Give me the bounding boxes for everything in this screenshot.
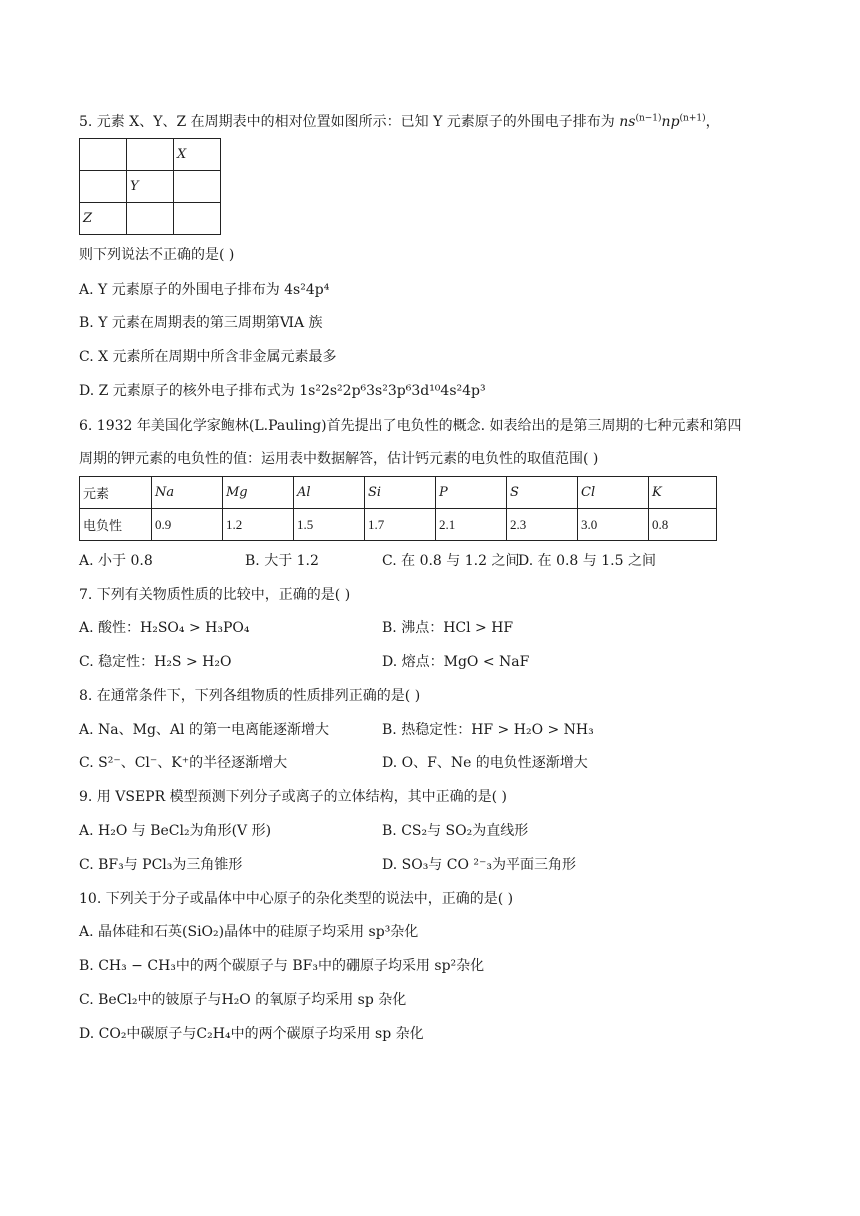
q8-option-d: D. O、F、Ne 的电负性逐渐增大 — [382, 755, 588, 771]
q7-stem: 7. 下列有关物质性质的比较中，正确的是( ) — [79, 587, 351, 603]
table-header-cell: Mg — [223, 477, 294, 509]
q6-option-b: B. 大于 1.2 — [245, 553, 319, 569]
q6-stem-line1: 6. 1932 年美国化学家鲍林(L.Pauling)首先提出了电负性的概念. 如表给出的是第三周期的七种元素和第四 — [79, 418, 742, 434]
q10-option-c: C. BeCl₂中的铍原子与H₂O 的氧原子均采用 sp 杂化 — [79, 992, 407, 1008]
q7-option-a: A. 酸性：H₂SO₄ > H₃PO₄ — [79, 620, 250, 636]
table-cell: 0.8 — [649, 509, 717, 541]
grid-cell — [80, 139, 127, 171]
table-cell: 1.5 — [294, 509, 365, 541]
grid-cell — [80, 171, 127, 203]
q9-option-b: B. CS₂与 SO₂为直线形 — [382, 823, 529, 839]
table-cell: 1.7 — [365, 509, 436, 541]
grid-cell — [174, 203, 221, 235]
q5-option-c: C. X 元素所在周期中所含非金属元素最多 — [79, 349, 337, 365]
q10-stem: 10. 下列关于分子或晶体中中心原子的杂化类型的说法中，正确的是( ) — [79, 891, 514, 907]
grid-cell — [127, 203, 174, 235]
table-cell: 2.1 — [436, 509, 507, 541]
q7-option-b: B. 沸点：HCl > HF — [382, 620, 514, 636]
q5-option-b: B. Y 元素在周期表的第三周期第ⅥA 族 — [79, 315, 323, 331]
table-cell: 电负性 — [80, 509, 152, 541]
q10-option-b: B. CH₃ − CH₃中的两个碳原子与 BF₃中的硼原子均采用 sp²杂化 — [79, 958, 485, 974]
table-cell: 1.2 — [223, 509, 294, 541]
electronegativity-table — [79, 476, 717, 541]
q5-option-d: D. Z 元素原子的核外电子排布式为 1s²2s²2p⁶3s²3p⁶3d¹⁰4s²4p³ — [79, 383, 486, 399]
table-cell: 3.0 — [578, 509, 649, 541]
table-cell: 0.9 — [152, 509, 223, 541]
table-header-cell: 元素 — [80, 477, 152, 509]
q7-option-d: D. 熔点：MgO < NaF — [382, 654, 530, 670]
table-header-cell: Cl — [578, 477, 649, 509]
q8-stem: 8. 在通常条件下，下列各组物质的性质排列正确的是( ) — [79, 688, 421, 704]
table-header-cell: Si — [365, 477, 436, 509]
q6-option-d: D. 在 0.8 与 1.5 之间 — [518, 553, 656, 569]
q5-stem: 5. 元素 X、Y、Z 在周期表中的相对位置如图所示：已知 Y 元素原子的外围电子排布为 $ns^{(n-1)}np^{(n+1)}$， — [79, 113, 720, 130]
q5-option-a: A. Y 元素原子的外围电子排布为 4s²4p⁴ — [79, 282, 330, 298]
table-cell: 2.3 — [507, 509, 578, 541]
periodic-position-table — [79, 138, 221, 235]
q10-option-d: D. CO₂中碳原子与C₂H₄中的两个碳原子均采用 sp 杂化 — [79, 1026, 424, 1042]
q9-stem: 9. 用 VSEPR 模型预测下列分子或离子的立体结构，其中正确的是( ) — [79, 789, 507, 805]
grid-cell: Z — [80, 203, 127, 235]
grid-cell: X — [174, 139, 221, 171]
q9-option-d: D. SO₃与 CO ²⁻₃为平面三角形 — [382, 857, 577, 873]
table-header-cell: Na — [152, 477, 223, 509]
q7-option-c: C. 稳定性：H₂S > H₂O — [79, 654, 232, 670]
q8-option-a: A. Na、Mg、Al 的第一电离能逐渐增大 — [79, 722, 329, 738]
q5-question: 则下列说法不正确的是( ) — [79, 247, 235, 263]
q10-option-a: A. 晶体硅和石英(SiO₂)晶体中的硅原子均采用 sp³杂化 — [79, 924, 419, 940]
table-header-cell: P — [436, 477, 507, 509]
table-header-cell: Al — [294, 477, 365, 509]
q9-option-a: A. H₂O 与 BeCl₂为角形(V 形) — [79, 823, 272, 839]
table-header-cell: S — [507, 477, 578, 509]
table-header-cell: K — [649, 477, 717, 509]
q6-option-c: C. 在 0.8 与 1.2 之间 — [382, 553, 520, 569]
grid-cell: Y — [127, 171, 174, 203]
q8-option-b: B. 热稳定性：HF > H₂O > NH₃ — [382, 722, 594, 738]
grid-cell — [174, 171, 221, 203]
q6-option-a: A. 小于 0.8 — [79, 553, 153, 569]
q8-option-c: C. S²⁻、Cl⁻、K⁺的半径逐渐增大 — [79, 755, 288, 771]
q9-option-c: C. BF₃与 PCl₃为三角锥形 — [79, 857, 243, 873]
grid-cell — [127, 139, 174, 171]
q6-stem-line2: 周期的钾元素的电负性的值：运用表中数据解答，估计钙元素的电负性的取值范围( ) — [79, 451, 599, 467]
